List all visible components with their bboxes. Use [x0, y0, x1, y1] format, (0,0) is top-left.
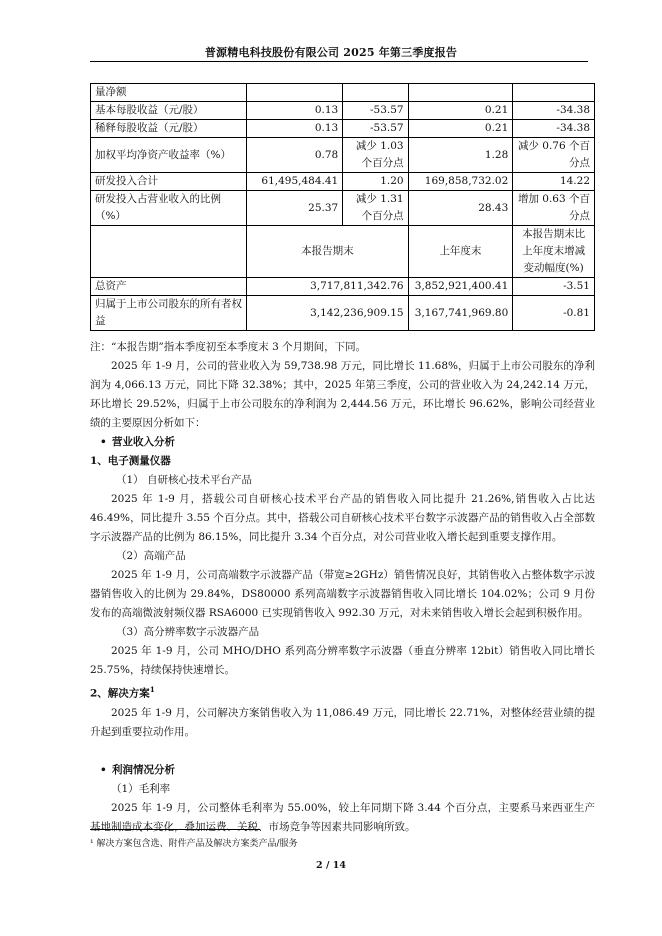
- cell: -53.57: [343, 102, 408, 120]
- cell: 1.28: [408, 138, 513, 173]
- cell: 169,858,732.02: [408, 173, 513, 191]
- table-row: [91, 120, 595, 138]
- cell: 3,852,921,400.41: [408, 278, 513, 296]
- cell: 25.37: [247, 191, 343, 226]
- section-heading: • 利润情况分析: [90, 761, 595, 780]
- table-row: [91, 84, 595, 102]
- paragraph: 2025 年 1-9 月，搭载公司自研核心技术平台产品的销售收入同比提升 21.26%,销售收入占比达 46.49%，同比提升 3.55 个百分点。其中，搭载公司自研核心技术平台数字示波器产品的销售收入占全部数字示波器产品的比例为 86.15%，同比提升 3.34 个百分点，对公司营业收入增长起到重要支撑作用。: [90, 493, 595, 543]
- cell: -34.38: [513, 102, 595, 120]
- cell: 减少 0.76 个百分点: [513, 138, 595, 173]
- cell: 增加 0.63 个百分点: [513, 191, 595, 226]
- row-label: 研发投入合计: [91, 173, 247, 191]
- cell: [343, 84, 408, 102]
- table-row: [91, 173, 595, 191]
- cell: 0.13: [247, 102, 343, 120]
- cell: 0.21: [408, 102, 513, 120]
- footnote: ¹ 解决方案包含选、附件产品及解决方案类产品/服务: [90, 839, 298, 849]
- cell: 3,717,811,342.76: [247, 278, 408, 296]
- bullet-icon: •: [100, 436, 107, 448]
- cell: 0.78: [247, 138, 343, 173]
- table-row: [91, 191, 595, 226]
- cell: 1.20: [343, 173, 408, 191]
- cell: 减少 1.03 个百分点: [343, 138, 408, 173]
- row-label: 量净额: [91, 84, 247, 102]
- page-number: 2 / 14: [316, 860, 346, 871]
- cell: -0.81: [513, 296, 595, 331]
- cell: [408, 84, 513, 102]
- table-row: [91, 138, 595, 173]
- paragraph: 2025 年 1-9 月，公司的营业收入为 59,738.98 万元，同比增长 11.68%，归属于上市公司股东的净利润为 4,066.13 万元，同比下降 32.38%；其中，2025 年第三季度，公司的营业收入为 24,242.14 万元，环比增长 29.52%，归属于上市公司股东的净利润为 2,444.56 万元，环比增长 96.62%，影响公司经营业绩的主要原因分析如下：: [90, 360, 595, 429]
- paragraph: 2025 年 1-9 月，公司解决方案销售收入为 11,086.49 万元，同比增长 22.71%，对整体经营业绩的提升起到重要拉动作用。: [90, 706, 595, 738]
- paragraph: 2025 年 1-9 月，公司整体毛利率为 55.00%，较上年同期下降 3.44 个百分点，主要系马来西亚生产基地制造成本变化，叠加运费、关税、市场竞争等因素共同影响所致。: [90, 801, 595, 833]
- cell: 0.21: [408, 120, 513, 138]
- cell: -53.57: [343, 120, 408, 138]
- page-header: 普源精电科技股份有限公司 2025 年第三季度报告: [204, 46, 458, 59]
- row-label: 研发投入占营业收入的比例（%）: [91, 191, 247, 226]
- cell: -34.38: [513, 120, 595, 138]
- row-label: 总资产: [91, 278, 247, 296]
- row-label: 稀释每股收益（元/股）: [91, 120, 247, 138]
- cell: [247, 84, 343, 102]
- row-label: 归属于上市公司股东的所有者权益: [91, 296, 247, 331]
- financial-table: [90, 83, 595, 331]
- sub-heading: （2）高端产品: [116, 550, 186, 562]
- bullet-icon: •: [100, 763, 107, 776]
- cell: 14.22: [513, 173, 595, 191]
- paragraph: 2025 年 1-9 月，公司高端数字示波器产品（带宽≥2GHz）销售情况良好，其销售收入占整体数字示波器销售收入的比例为 29.84%，DS80000 系列高端数字示波器销售收入同比增长 104.02%；公司 9 月份发布的高端微波射频仪器 RSA6000 已实现销售收入 992.30 万元，对未来销售收入增长会起到积极作用。: [90, 569, 595, 619]
- table-row: [91, 278, 595, 296]
- table-row: [91, 102, 595, 120]
- column-header: 上年度末: [408, 226, 513, 278]
- cell: 61,495,484.41: [247, 173, 343, 191]
- table-row: [91, 296, 595, 331]
- column-header: 本报告期末比上年度末增减变动幅度(%): [513, 226, 595, 278]
- row-label: 加权平均净资产收益率（%）: [91, 138, 247, 173]
- cell: [513, 84, 595, 102]
- cell: [91, 226, 247, 278]
- cell: 28.43: [408, 191, 513, 226]
- sub-heading: （1） 自研核心技术平台产品: [116, 474, 253, 486]
- cell: 减少 1.31 个百分点: [343, 191, 408, 226]
- subsection-heading: 2、解决方案$^1$: [90, 685, 155, 700]
- column-header: 本报告期末: [247, 226, 408, 278]
- header-divider: [90, 61, 588, 62]
- cell: 3,142,236,909.15: [247, 296, 408, 331]
- row-label: 基本每股收益（元/股）: [91, 102, 247, 120]
- cell: 3,167,741,969.80: [408, 296, 513, 331]
- table-note: 注：“本报告期”指本季度初至本季度末 3 个月期间，下同。: [90, 341, 367, 353]
- footnote-marker: 1: [149, 685, 155, 694]
- footnote-divider: [90, 829, 260, 830]
- body-content: [90, 338, 595, 837]
- subsection-heading: 1、电子测量仪器: [90, 455, 171, 467]
- cell: -3.51: [513, 278, 595, 296]
- paragraph: 2025 年 1-9 月，公司 MHO/DHO 系列高分辨率数字示波器（垂直分辨率 12bit）销售收入同比增长 25.75%，持续保持快速增长。: [90, 645, 595, 676]
- cell: 0.13: [247, 120, 343, 138]
- sub-heading: （3）高分辨率数字示波器产品: [116, 626, 260, 638]
- table-header-row: [91, 226, 595, 278]
- sub-heading: （1）毛利率: [111, 782, 171, 795]
- section-heading: • 营业收入分析: [90, 433, 595, 452]
